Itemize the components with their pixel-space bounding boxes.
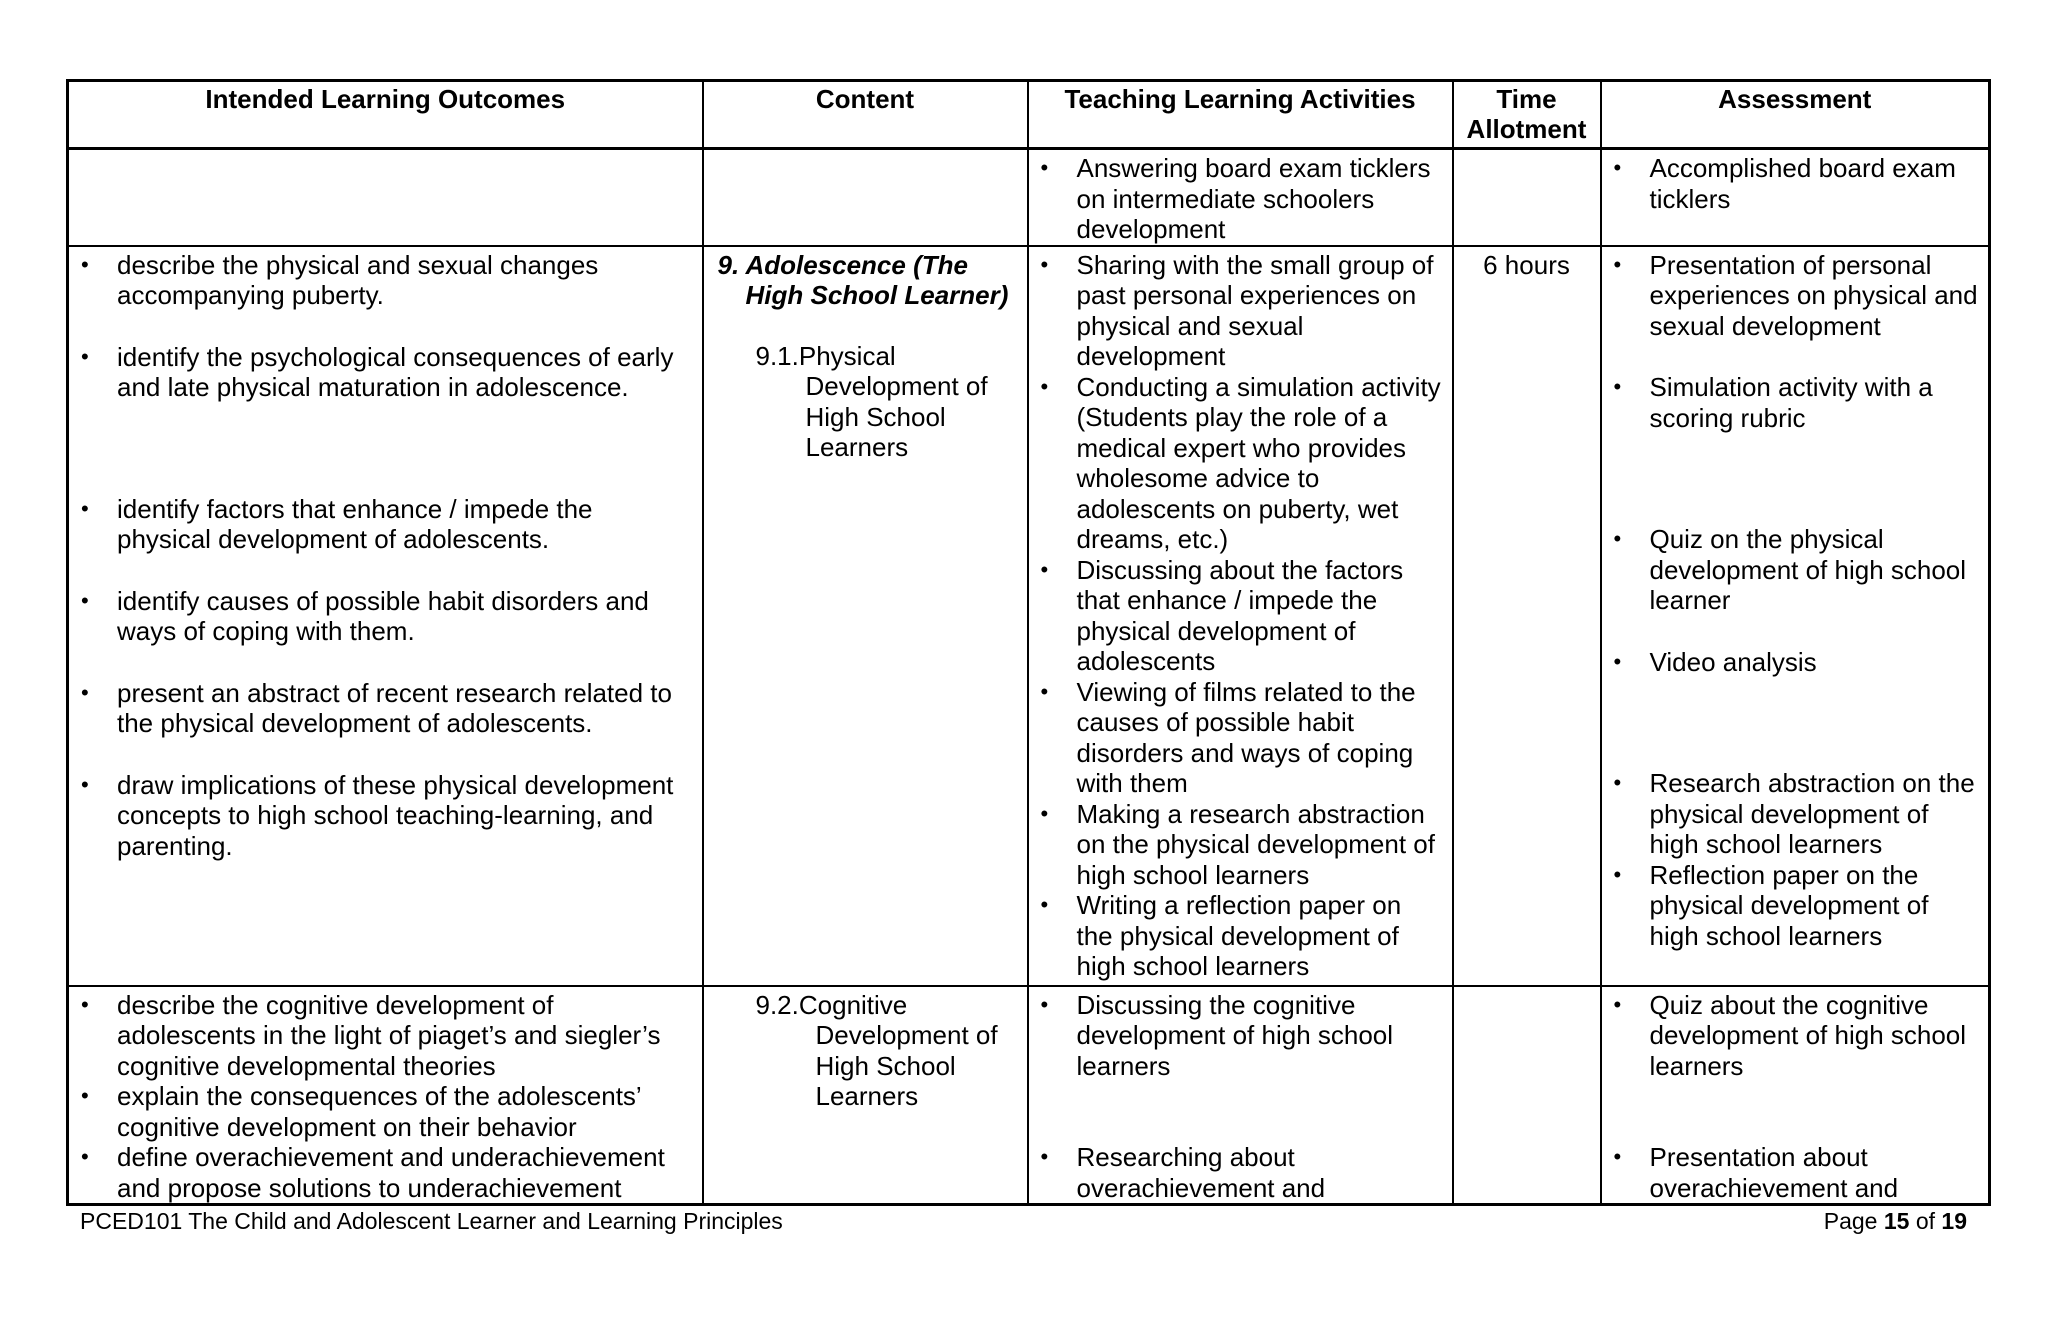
header-assessment: Assessment	[1601, 81, 1990, 149]
time-allotment-value: 6 hours	[1483, 249, 1570, 280]
header-teaching-learning-activities: Teaching Learning Activities	[1028, 81, 1453, 149]
outcomes-cell	[68, 149, 703, 246]
list-item: • Sharing with the small group of past personal experiences on physical and sexual development	[1037, 250, 1444, 372]
list-item: • Research abstraction on the physical development of high school learners	[1610, 768, 1981, 860]
subtopic-cognitive-development: 9.2.Cognitive Development of High School Learners	[755, 989, 998, 1111]
list-item: • Simulation activity with a scoring rubric	[1610, 372, 1981, 433]
footer-page-number: Page 15 of 19	[1823, 1208, 1967, 1234]
content-cell	[703, 246, 1028, 986]
list-item: • Making a research abstraction on the physical development of high school learners	[1037, 799, 1444, 891]
header-intended-learning-outcomes: Intended Learning Outcomes	[68, 81, 703, 149]
list-item: • Quiz about the cognitive development of high school learners	[1610, 990, 1981, 1082]
list-item: • Discussing about the factors that enhance / impede the physical development of adolescents	[1037, 555, 1444, 677]
list-item: • Conducting a simulation activity (Students play the role of a medical expert who provides wholesome advice to adolescents on puberty, wet dreams, etc.)	[1037, 372, 1444, 555]
table-row	[68, 149, 1990, 246]
time-cell	[1453, 149, 1601, 246]
syllabus-table	[66, 79, 1991, 1206]
outcomes-cell	[68, 246, 703, 986]
assessment-cell	[1601, 246, 1990, 986]
list-item: • identify causes of possible habit disorders and ways of coping with them.	[77, 586, 694, 647]
list-item: • Accomplished board exam ticklers	[1610, 153, 1981, 214]
list-item: • Presentation about overachievement and	[1610, 1142, 1981, 1203]
header-time-allotment: Time Allotment	[1453, 81, 1601, 149]
subtopic-physical-development: 9.1.Physical Development of High School Learners	[755, 340, 988, 462]
outcomes-cell	[68, 986, 703, 1205]
list-item: • Writing a reflection paper on the physical development of high school learners	[1037, 890, 1444, 982]
activities-cell	[1028, 149, 1453, 246]
activities-cell	[1028, 246, 1453, 986]
list-item: • Answering board exam ticklers on intermediate schoolers development	[1037, 153, 1444, 245]
assessment-cell	[1601, 149, 1990, 246]
current-page: 15	[1883, 1208, 1910, 1234]
list-item: • Presentation of personal experiences on physical and sexual development	[1610, 250, 1981, 342]
topic-title: 9. Adolescence (The High School Learner)	[717, 249, 1009, 310]
assessment-cell	[1601, 986, 1990, 1205]
footer-course-title: PCED101 The Child and Adolescent Learner and Learning Principles	[80, 1208, 783, 1234]
table-header-row	[68, 81, 1990, 149]
list-item: • Video analysis	[1610, 647, 1981, 678]
list-item: • define overachievement and underachievement and propose solutions to underachievement	[77, 1142, 694, 1203]
list-item: • Discussing the cognitive development of high school learners	[1037, 990, 1444, 1082]
list-item: • present an abstract of recent research related to the physical development of adolescents.	[77, 678, 694, 739]
time-cell	[1453, 986, 1601, 1205]
list-item: • explain the consequences of the adolescents’ cognitive development on their behavior	[77, 1081, 694, 1142]
content-cell	[703, 149, 1028, 246]
list-item: • describe the cognitive development of adolescents in the light of piaget’s and siegler’s cognitive developmental theories	[77, 990, 694, 1082]
activities-cell	[1028, 986, 1453, 1205]
list-item: • identify factors that enhance / impede the physical development of adolescents.	[77, 494, 694, 555]
list-item: • Quiz on the physical development of high school learner	[1610, 524, 1981, 616]
content-cell	[703, 986, 1028, 1205]
list-item: • identify the psychological consequences of early and late physical maturation in adolescence.	[77, 342, 694, 403]
time-cell	[1453, 246, 1601, 986]
list-item: • describe the physical and sexual changes accompanying puberty.	[77, 250, 694, 311]
table-row	[68, 246, 1990, 986]
list-item: • Viewing of films related to the causes of possible habit disorders and ways of coping with them	[1037, 677, 1444, 799]
table-row	[68, 986, 1990, 1205]
list-item: • draw implications of these physical development concepts to high school teaching-learning, and parenting.	[77, 770, 694, 862]
header-content: Content	[703, 81, 1028, 149]
total-pages: 19	[1941, 1208, 1967, 1234]
list-item: • Reflection paper on the physical development of high school learners	[1610, 860, 1981, 952]
list-item: • Researching about overachievement and	[1037, 1142, 1444, 1203]
